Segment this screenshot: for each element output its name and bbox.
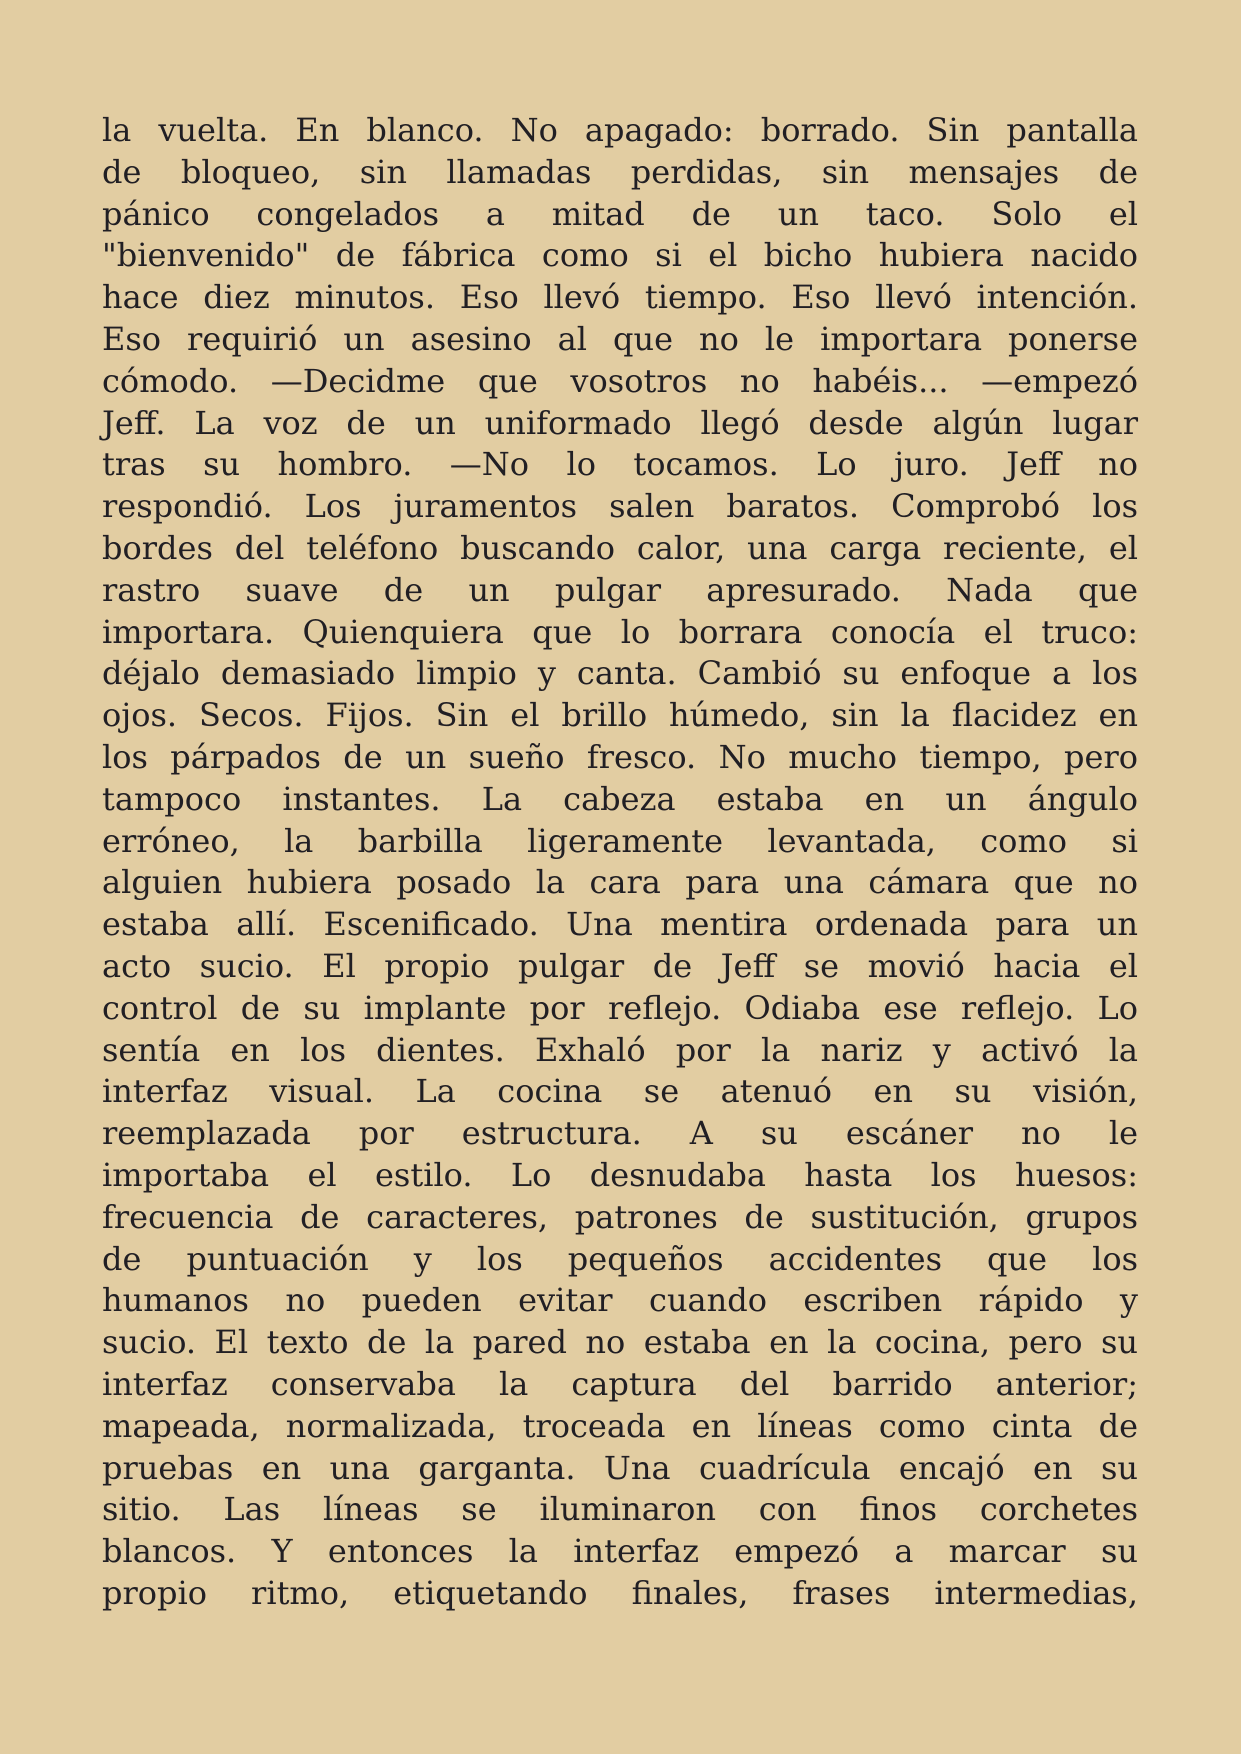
text-line: importaba el estilo. Lo desnudaba hasta los huesos: — [102, 1155, 1138, 1194]
text-line: humanos no pueden evitar cuando escriben rápido y — [102, 1281, 1138, 1320]
text-line: control de su implante por reflejo. Odiaba ese reflejo. Lo — [102, 988, 1138, 1027]
text-line: reemplazada por estructura. A su escáner no le — [102, 1114, 1138, 1153]
text-line: respondió. Los juramentos salen baratos. Comprobó los — [102, 487, 1138, 526]
text-line: la vuelta. En blanco. No apagado: borrado. Sin pantalla — [102, 111, 1138, 149]
body-text — [102, 110, 1138, 1615]
text-line: interfaz conservaba la captura del barrido anterior; — [102, 1364, 1138, 1403]
text-line: de bloqueo, sin llamadas perdidas, sin mensajes de — [102, 152, 1138, 191]
text-line: propio ritmo, etiquetando finales, frases intermedias, — [102, 1573, 1138, 1612]
text-line: estaba allí. Escenificado. Una mentira ordenada para un — [102, 905, 1138, 944]
text-line: Eso requirió un asesino al que no le importara ponerse — [102, 319, 1138, 358]
text-line: blancos. Y entonces la interfaz empezó a marcar su — [102, 1532, 1138, 1571]
text-line: importara. Quienquiera que lo borrara conocía el truco: — [102, 612, 1138, 651]
text-line: rastro suave de un pulgar apresurado. Nada que — [102, 570, 1138, 609]
text-line: acto sucio. El propio pulgar de Jeff se movió hacia el — [102, 946, 1138, 985]
text-line: cómodo. —Decidme que vosotros no habéis... —empezó — [102, 361, 1138, 400]
text-line: déjalo demasiado limpio y canta. Cambió su enfoque a los — [102, 654, 1138, 693]
text-line: erróneo, la barbilla ligeramente levantada, como si — [102, 821, 1138, 860]
text-line: sitio. Las líneas se iluminaron con finos corchetes — [102, 1490, 1138, 1529]
text-line: frecuencia de caracteres, patrones de sustitución, grupos — [102, 1197, 1138, 1236]
text-line: pánico congelados a mitad de un taco. Solo el — [102, 194, 1138, 233]
text-line: alguien hubiera posado la cara para una cámara que no — [102, 863, 1138, 902]
text-line: de puntuación y los pequeños accidentes que los — [102, 1239, 1138, 1278]
text-line: sentía en los dientes. Exhaló por la nariz y activó la — [102, 1030, 1138, 1069]
text-line: sucio. El texto de la pared no estaba en la cocina, pero su — [102, 1323, 1138, 1362]
text-line: interfaz visual. La cocina se atenuó en su visión, — [102, 1072, 1138, 1111]
text-line: bordes del teléfono buscando calor, una carga reciente, el — [102, 528, 1138, 567]
text-line: tras su hombro. —No lo tocamos. Lo juro. Jeff no — [102, 445, 1138, 484]
text-line: "bienvenido" de fábrica como si el bicho hubiera nacido — [102, 236, 1138, 275]
text-line: Jeff. La voz de un uniformado llegó desde algún lugar — [102, 403, 1138, 442]
text-line: los párpados de un sueño fresco. No mucho tiempo, pero — [102, 737, 1138, 776]
text-line: pruebas en una garganta. Una cuadrícula encajó en su — [102, 1448, 1138, 1487]
text-line: hace diez minutos. Eso llevó tiempo. Eso llevó intención. — [102, 278, 1138, 317]
text-line: ojos. Secos. Fijos. Sin el brillo húmedo, sin la flacidez en — [102, 696, 1138, 735]
text-line: mapeada, normalizada, troceada en líneas como cinta de — [102, 1406, 1138, 1445]
text-line: tampoco instantes. La cabeza estaba en un ángulo — [102, 779, 1138, 818]
